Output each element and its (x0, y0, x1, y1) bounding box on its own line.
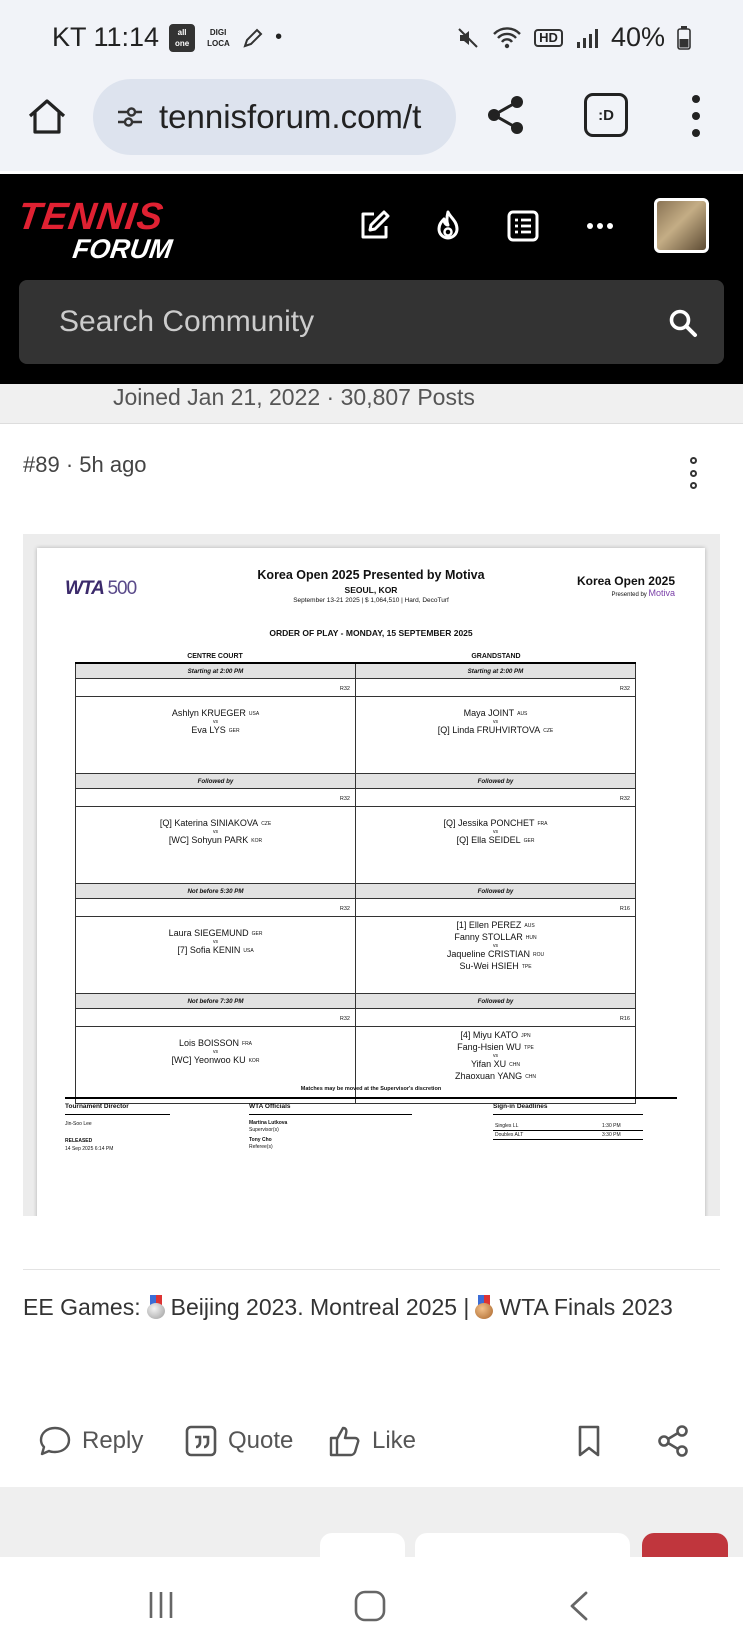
player-line (76, 835, 355, 847)
preview-pill (320, 1533, 405, 1557)
match (76, 818, 355, 847)
country-code: HUN (525, 935, 537, 941)
player-line (76, 725, 355, 737)
clock: KT 11:14 (52, 22, 160, 52)
player-line (356, 1030, 635, 1042)
match-block (355, 884, 636, 994)
match-block-header: Followed by (356, 774, 635, 789)
silver-medal-icon (147, 1295, 165, 1319)
singles-time: 1:30 PM (602, 1123, 621, 1129)
player-line (76, 945, 355, 957)
round-label: R16 (619, 906, 630, 912)
home-nav-icon[interactable] (354, 1590, 386, 1622)
reply-label: Reply (82, 1427, 144, 1454)
tournament-title: Korea Open 2025 Presented by Motiva (257, 568, 485, 582)
battery-icon (677, 26, 691, 50)
player-name: Ashlyn KRUEGER (171, 708, 246, 718)
match-block (75, 884, 356, 994)
doubles-time: 3:30 PM (602, 1132, 621, 1138)
address-bar[interactable] (93, 79, 456, 155)
country-code: KOR (251, 838, 263, 844)
tabs-button[interactable]: :D (584, 93, 628, 137)
thumbs-up-icon (328, 1424, 362, 1458)
tournament-details: September 13-21 2025 | $ 1,064,510 | Hard, DecoTurf (293, 597, 449, 604)
match (356, 1030, 635, 1083)
joined-text: Joined Jan 21, 2022 · 30,807 Posts (113, 384, 475, 410)
bookmark-icon[interactable] (572, 1424, 606, 1458)
signal-icon (575, 27, 599, 49)
reply-icon (38, 1424, 72, 1458)
player-line (76, 1055, 355, 1067)
player-name: Yifan XU (470, 1059, 507, 1069)
singles-label: Singles LL (495, 1123, 519, 1129)
user-avatar[interactable] (654, 198, 709, 253)
share-icon[interactable] (484, 93, 528, 137)
signature-text-2: Beijing 2023. Montreal 2025 | (170, 1294, 470, 1320)
match (76, 1038, 355, 1067)
versus-label: vs (493, 943, 498, 949)
country-code: TPE (521, 964, 532, 970)
match (356, 920, 635, 973)
player-name: [WC] Sohyun PARK (168, 835, 249, 845)
country-code: TPE (524, 1045, 534, 1051)
like-button[interactable] (328, 1424, 416, 1458)
round-divider (356, 806, 635, 807)
match-block-header: Followed by (76, 774, 355, 789)
country-code: ROU (532, 952, 545, 958)
player-name: Laura SIEGEMUND (168, 928, 249, 938)
player-line (356, 1071, 635, 1083)
player-name: [Q] Katerina SINIAKOVA (159, 818, 259, 828)
list-icon[interactable] (505, 208, 541, 244)
officials-title: WTA Officials (249, 1103, 291, 1110)
match-block-header: Starting at 2:00 PM (356, 664, 635, 679)
country-code: KOR (248, 1058, 260, 1064)
order-of-play-heading: ORDER OF PLAY - MONDAY, 15 SEPTEMBER 2025 (269, 628, 473, 638)
author-info-strip (0, 384, 743, 424)
round-label: R32 (619, 686, 630, 692)
share-post-icon[interactable] (656, 1424, 690, 1458)
url-text[interactable]: tennisforum.com/t (159, 98, 422, 135)
pencil-icon (241, 26, 265, 50)
search-input[interactable]: Search Community (59, 305, 315, 338)
player-name: [WC] Yeonwoo KU (171, 1055, 246, 1065)
versus-label: vs (493, 1053, 498, 1059)
player-name: Su-Wei HSIEH (459, 961, 519, 971)
player-name: Jaqueline CRISTIAN (446, 949, 530, 959)
supervisor-name: Martina Lutkova (249, 1120, 288, 1126)
site-header (0, 174, 743, 384)
status-bar (0, 0, 743, 75)
quote-button[interactable] (184, 1424, 293, 1458)
all-one-app-icon: all one (169, 24, 195, 52)
home-icon[interactable] (24, 94, 70, 140)
grandstand-column (355, 664, 636, 1104)
footer-rule (65, 1097, 677, 1099)
country-code: FRA (242, 1041, 253, 1047)
player-name: Eva LYS (191, 725, 226, 735)
match-block (75, 664, 356, 774)
signature-text-1: EE Games: (23, 1294, 141, 1320)
match (76, 928, 355, 957)
referee-role: Referee(s) (249, 1144, 273, 1150)
country-code: AUS (517, 711, 528, 717)
user-signature (23, 1290, 703, 1324)
round-label: R16 (619, 1016, 630, 1022)
director-name: Jin-Soo Lee (65, 1121, 92, 1127)
centre-court-column (75, 664, 356, 1104)
player-name: Maya JOINT (463, 708, 515, 718)
android-nav-bar (0, 1557, 743, 1651)
player-line (356, 949, 635, 961)
player-name: [Q] Jessika PONCHET (443, 818, 535, 828)
post-image-attachment[interactable] (23, 534, 720, 1216)
schedule-table (75, 662, 636, 1081)
match-block-header: Not before 5:30 PM (76, 884, 355, 899)
tennis-forum-logo[interactable]: TENNIS FORUM (15, 196, 175, 264)
country-code: GER (523, 838, 535, 844)
round-label: R32 (339, 906, 350, 912)
quote-label: Quote (228, 1427, 294, 1454)
versus-label: vs (213, 719, 218, 725)
round-label: R32 (339, 796, 350, 802)
match-block-header: Starting at 2:00 PM (76, 664, 355, 679)
match-block-header: Followed by (356, 994, 635, 1009)
versus-label: vs (213, 1049, 218, 1055)
versus-label: vs (493, 719, 498, 725)
round-label: R32 (339, 1016, 350, 1022)
round-divider (356, 696, 635, 697)
hd-voice-icon: HD (534, 29, 563, 47)
supervisor-role: Supervisor(s) (249, 1127, 279, 1133)
quote-icon (184, 1424, 218, 1458)
round-divider (356, 916, 635, 917)
preview-red-button (642, 1533, 728, 1557)
trending-icon[interactable] (430, 208, 466, 244)
player-line (356, 1059, 635, 1071)
site-settings-icon[interactable] (115, 102, 145, 132)
like-label: Like (372, 1427, 417, 1454)
back-icon[interactable] (567, 1590, 591, 1622)
player-line (356, 961, 635, 973)
officials-underline (249, 1114, 412, 1115)
match-block (355, 664, 636, 774)
wifi-icon (492, 26, 522, 50)
round-divider (356, 1026, 635, 1027)
country-code: FRA (537, 821, 548, 827)
signature-text-3: WTA Finals 2023 (499, 1294, 673, 1320)
player-name: [7] Sofia KENIN (177, 945, 241, 955)
country-code: CHN (509, 1062, 521, 1068)
more-icon[interactable] (582, 208, 618, 244)
country-code: USA (243, 948, 254, 954)
match-block-header: Not before 7:30 PM (76, 994, 355, 1009)
search-icon[interactable] (668, 308, 698, 338)
browser-toolbar (0, 75, 743, 171)
reply-button[interactable] (38, 1424, 143, 1458)
post-options-icon[interactable] (687, 457, 699, 489)
director-title: Tournament Director (65, 1103, 129, 1110)
versus-label: vs (213, 939, 218, 945)
country-code: GER (228, 728, 240, 734)
player-name: [4] Miyu KATO (460, 1030, 519, 1040)
doubles-underline (493, 1139, 643, 1140)
country-code: USA (248, 711, 260, 717)
signature-divider (23, 1269, 720, 1270)
next-post-preview (0, 1487, 743, 1557)
wta-500-logo: WTA 500 (65, 578, 137, 599)
match (356, 708, 635, 737)
signin-underline (493, 1114, 643, 1115)
new-post-icon[interactable] (356, 208, 392, 244)
player-line (356, 920, 635, 932)
post-actions (0, 1406, 743, 1476)
country-code: GER (251, 931, 263, 937)
digi-loca-app-icon: DIGI LOCA (207, 27, 230, 48)
player-name: [Q] Linda FRUHVIRTOVA (437, 725, 541, 735)
round-divider (76, 696, 355, 697)
country-code: JPN (521, 1033, 531, 1039)
singles-underline (493, 1130, 643, 1131)
country-code: CHN (525, 1074, 537, 1080)
player-line (356, 835, 635, 847)
browser-menu-icon[interactable] (684, 95, 708, 137)
player-name: Fanny STOLLAR (454, 932, 523, 942)
match (76, 708, 355, 737)
country-code: CZE (261, 821, 272, 827)
mute-icon (456, 26, 480, 50)
notification-dot: • (275, 26, 283, 48)
recent-apps-icon[interactable] (146, 1590, 176, 1620)
signin-title: Sign-in Deadlines (493, 1103, 548, 1110)
released-label: RELEASED (65, 1138, 93, 1144)
preview-pill (415, 1533, 630, 1557)
director-underline (65, 1114, 170, 1115)
round-label: R32 (339, 686, 350, 692)
player-name: [1] Ellen PEREZ (456, 920, 522, 930)
battery-percent: 40% (610, 22, 665, 52)
court-name-centre: CENTRE COURT (187, 653, 243, 660)
player-name: Zhaoxuan YANG (454, 1071, 523, 1081)
match (356, 818, 635, 847)
supervisor-note: Matches may be moved at the Supervisor's discretion (300, 1086, 442, 1092)
player-name: [Q] Ella SEIDEL (456, 835, 521, 845)
round-divider (76, 916, 355, 917)
round-divider (76, 1026, 355, 1027)
versus-label: vs (493, 829, 498, 835)
match-block (355, 774, 636, 884)
order-of-play-document (37, 548, 705, 1216)
player-name: Lois BOISSON (178, 1038, 240, 1048)
player-line (356, 725, 635, 737)
search-bar[interactable] (19, 280, 724, 364)
country-code: AUS (524, 923, 535, 929)
korea-open-logo: Korea Open 2025 Presented by Motiva (576, 574, 675, 598)
doubles-label: Doubles ALT (495, 1132, 524, 1138)
post-number-time[interactable]: #89 · 5h ago (23, 452, 147, 477)
round-divider (76, 806, 355, 807)
tournament-location: SEOUL, KOR (344, 585, 398, 595)
court-name-grandstand: GRANDSTAND (471, 653, 521, 660)
player-name: Fang-Hsien WU (457, 1042, 522, 1052)
referee-name: Tony Cho (249, 1137, 272, 1143)
versus-label: vs (213, 829, 218, 835)
bronze-medal-icon (475, 1295, 493, 1319)
match-block-header: Followed by (356, 884, 635, 899)
round-label: R32 (619, 796, 630, 802)
match-block (75, 774, 356, 884)
released-date: 14 Sep 2025 6:14 PM (65, 1146, 114, 1152)
country-code: CZE (543, 728, 554, 734)
